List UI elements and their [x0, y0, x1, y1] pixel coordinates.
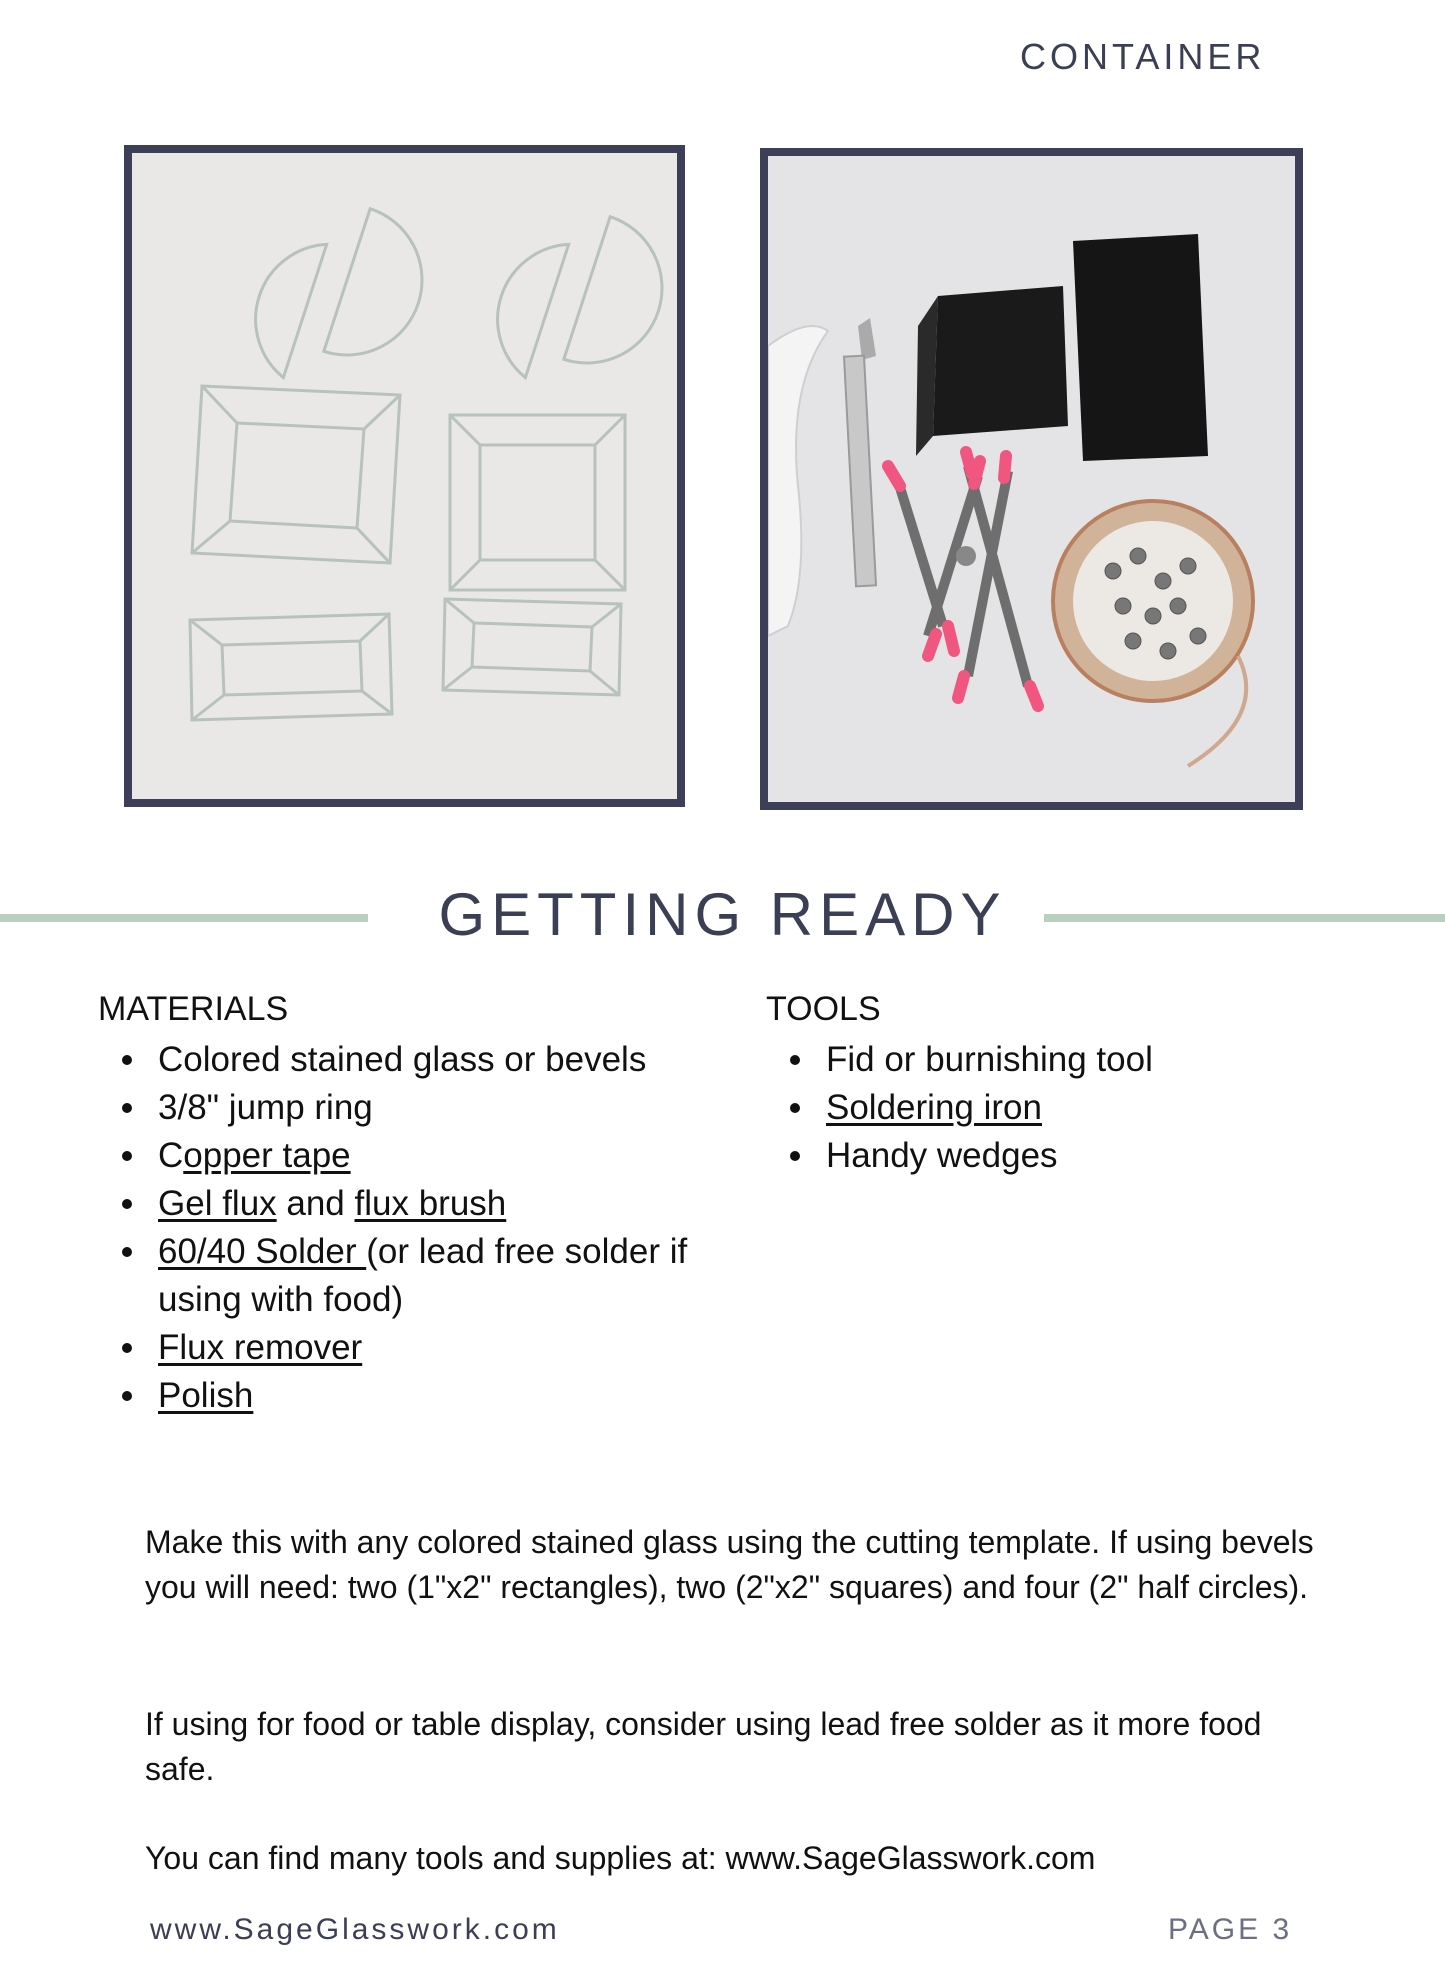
section-title: GETTING READY: [438, 881, 1007, 948]
materials-item-text: and: [276, 1184, 355, 1223]
tools-link[interactable]: Soldering iron: [826, 1088, 1042, 1127]
intro-paragraph: Make this with any colored stained glass using the cutting template. If using bevels you will need: two (1"x2" rectangles), two (2"x2" squares) and four (2" half circles).: [145, 1524, 1314, 1605]
materials-heading: MATERIALS: [98, 990, 289, 1028]
page-number: PAGE 3: [1168, 1913, 1293, 1946]
materials-list-item: [118, 1084, 738, 1132]
glass-bevels-illustration: [132, 153, 677, 799]
materials-list-item: [118, 1132, 738, 1180]
materials-item-text: (or lead free solder if using with food): [158, 1232, 688, 1319]
materials-link[interactable]: Gel flux: [158, 1184, 277, 1223]
tools-list-item: [786, 1132, 1346, 1180]
footer-website[interactable]: www.SageGlasswork.com: [150, 1913, 560, 1946]
tools-illustration: [768, 156, 1295, 802]
food-safety-paragraph: If using for food or table display, consider using lead free solder as it more food safe.: [145, 1706, 1262, 1787]
tools-item-text: Handy wedges: [826, 1136, 1058, 1175]
tools-heading: TOOLS: [766, 990, 881, 1028]
materials-list-item: [118, 1324, 738, 1372]
glass-bevels-photo: [124, 145, 685, 807]
materials-list-item: [118, 1180, 738, 1228]
title-divider-right: [1044, 914, 1445, 922]
materials-list-item: [118, 1228, 738, 1324]
materials-item-text: 3/8" jump ring: [158, 1088, 373, 1127]
materials-list-item: [118, 1036, 738, 1084]
materials-item-text: C: [158, 1136, 184, 1175]
tools-list-item: [786, 1084, 1346, 1132]
header-label: CONTAINER: [1020, 36, 1266, 77]
materials-link[interactable]: 60/40 Solder: [158, 1232, 367, 1271]
materials-link[interactable]: flux brush: [354, 1184, 507, 1223]
tools-list: [786, 1036, 1346, 1180]
materials-item-text: Colored stained glass or bevels: [158, 1040, 647, 1079]
materials-link[interactable]: Flux remover: [158, 1328, 363, 1367]
materials-link[interactable]: opper tape: [183, 1136, 351, 1175]
materials-list: [118, 1036, 738, 1420]
tools-list-item: [786, 1036, 1346, 1084]
supplies-paragraph: You can find many tools and supplies at: www.SageGlasswork.com: [145, 1840, 1096, 1876]
tools-item-text: Fid or burnishing tool: [826, 1040, 1153, 1079]
tools-photo: [760, 148, 1303, 810]
materials-list-item: [118, 1372, 738, 1420]
materials-link[interactable]: Polish: [158, 1376, 254, 1415]
